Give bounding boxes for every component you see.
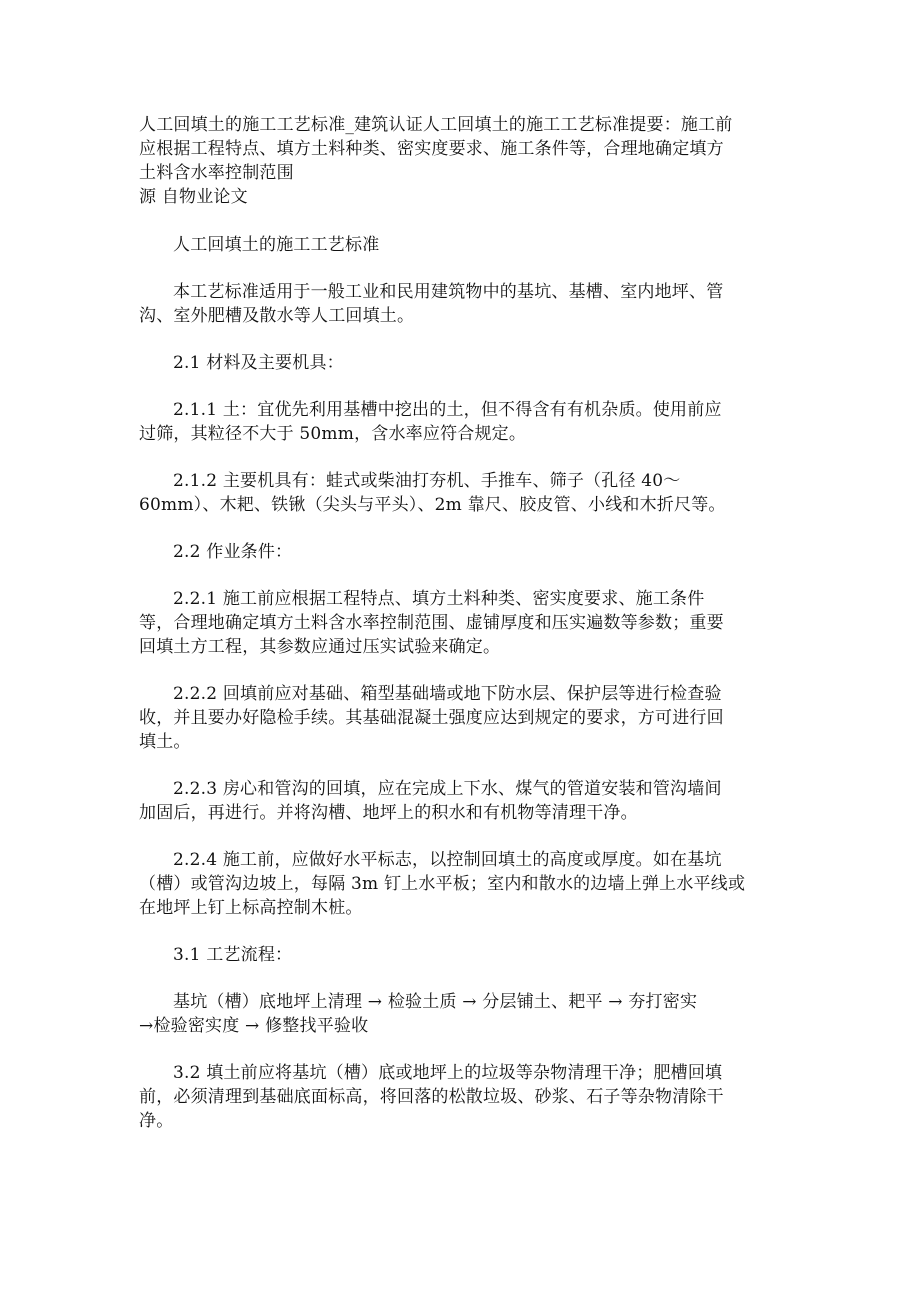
source-line: 源 自物业论文 xyxy=(139,187,248,207)
paragraph-2-2-1 xyxy=(139,587,784,659)
paragraph-line: 沟、室外肥槽及散水等人工回填土。 xyxy=(139,306,415,326)
paragraph-line: 加固后，再进行。并将沟槽、地坪上的积水和有机物等清理干净。 xyxy=(139,803,638,823)
paragraph-line: 2.1 材料及主要机具： xyxy=(173,353,344,373)
document-header xyxy=(139,113,784,209)
paragraph-line: 等，合理地确定填方土料含水率控制范围、虚铺厚度和压实遍数等参数；重要 xyxy=(139,613,724,633)
paragraph-line: 2.2.1 施工前应根据工程特点、填方土料种类、密实度要求、施工条件 xyxy=(173,589,705,609)
paragraph-line: 60mm）、木耙、铁锹（尖头与平头）、2m 靠尺、胶皮管、小线和木折尺等。 xyxy=(139,495,726,515)
process-flow xyxy=(139,990,784,1038)
paragraph-line: 2.1.1 土：宜优先利用基槽中挖出的土，但不得含有有机杂质。使用前应 xyxy=(173,400,722,420)
paragraph-line: 回填土方工程，其参数应通过压实试验来确定。 xyxy=(139,637,501,657)
paragraph-2-2-4 xyxy=(139,848,784,920)
paragraph-3-2 xyxy=(139,1061,784,1133)
paragraph-line: 在地坪上钉上标高控制木桩。 xyxy=(139,898,363,918)
paragraph-line: 过筛，其粒径不大于 50mm，含水率应符合规定。 xyxy=(139,424,527,444)
header-line: 土料含水率控制范围 xyxy=(139,163,294,183)
paragraph-scope xyxy=(139,280,784,328)
section-heading-2-2 xyxy=(139,540,784,564)
section-heading-2-1 xyxy=(139,351,784,375)
paragraph-line: 2.2.3 房心和管沟的回填，应在完成上下水、煤气的管道安装和管沟墙间 xyxy=(173,779,722,799)
paragraph-line: 2.2.4 施工前，应做好水平标志，以控制回填土的高度或厚度。如在基坑 xyxy=(173,850,722,870)
paragraph-line: （槽）或管沟边坡上，每隔 3m 钉上水平板；室内和散水的边墙上弹上水平线或 xyxy=(139,874,746,894)
paragraph-line: 填土。 xyxy=(139,732,191,752)
section-heading-3-1 xyxy=(139,943,784,967)
paragraph-line: 本工艺标准适用于一般工业和民用建筑物中的基坑、基槽、室内地坪、管 xyxy=(173,282,724,302)
paragraph-line: 3.2 填土前应将基坑（槽）底或地坪上的垃圾等杂物清理干净；肥槽回填 xyxy=(173,1063,723,1083)
paragraph-line: 2.2 作业条件： xyxy=(173,542,293,562)
paragraph-line: 2.1.2 主要机具有：蛙式或柴油打夯机、手推车、筛子（孔径 40～ xyxy=(173,471,681,491)
paragraph-2-1-1 xyxy=(139,398,784,446)
title-text: 人工回填土的施工工艺标准 xyxy=(173,235,380,255)
paragraph-line: 基坑（槽）底地坪上清理 → 检验土质 → 分层铺土、耙平 → 夯打密实 xyxy=(173,992,698,1012)
document-page xyxy=(139,113,784,1133)
paragraph-line: 2.2.2 回填前应对基础、箱型基础墙或地下防水层、保护层等进行检查验 xyxy=(173,684,722,704)
paragraph-line: 前，必须清理到基础底面标高，将回落的松散垃圾、砂浆、石子等杂物清除干 xyxy=(139,1087,724,1107)
header-line: 人工回填土的施工工艺标准_建筑认证人工回填土的施工工艺标准提要：施工前 xyxy=(139,115,733,135)
paragraph-line: 收，并且要办好隐检手续。其基础混凝土强度应达到规定的要求，方可进行回 xyxy=(139,708,724,728)
document-title xyxy=(139,233,784,257)
paragraph-line: 净。 xyxy=(139,1111,174,1131)
paragraph-line: 3.1 工艺流程： xyxy=(173,945,293,965)
paragraph-2-1-2 xyxy=(139,469,784,517)
paragraph-2-2-3 xyxy=(139,777,784,825)
paragraph-line: →检验密实度 → 修整找平验收 xyxy=(139,1016,369,1036)
header-line: 应根据工程特点、填方土料种类、密实度要求、施工条件等，合理地确定填方 xyxy=(139,139,724,159)
paragraph-2-2-2 xyxy=(139,682,784,754)
